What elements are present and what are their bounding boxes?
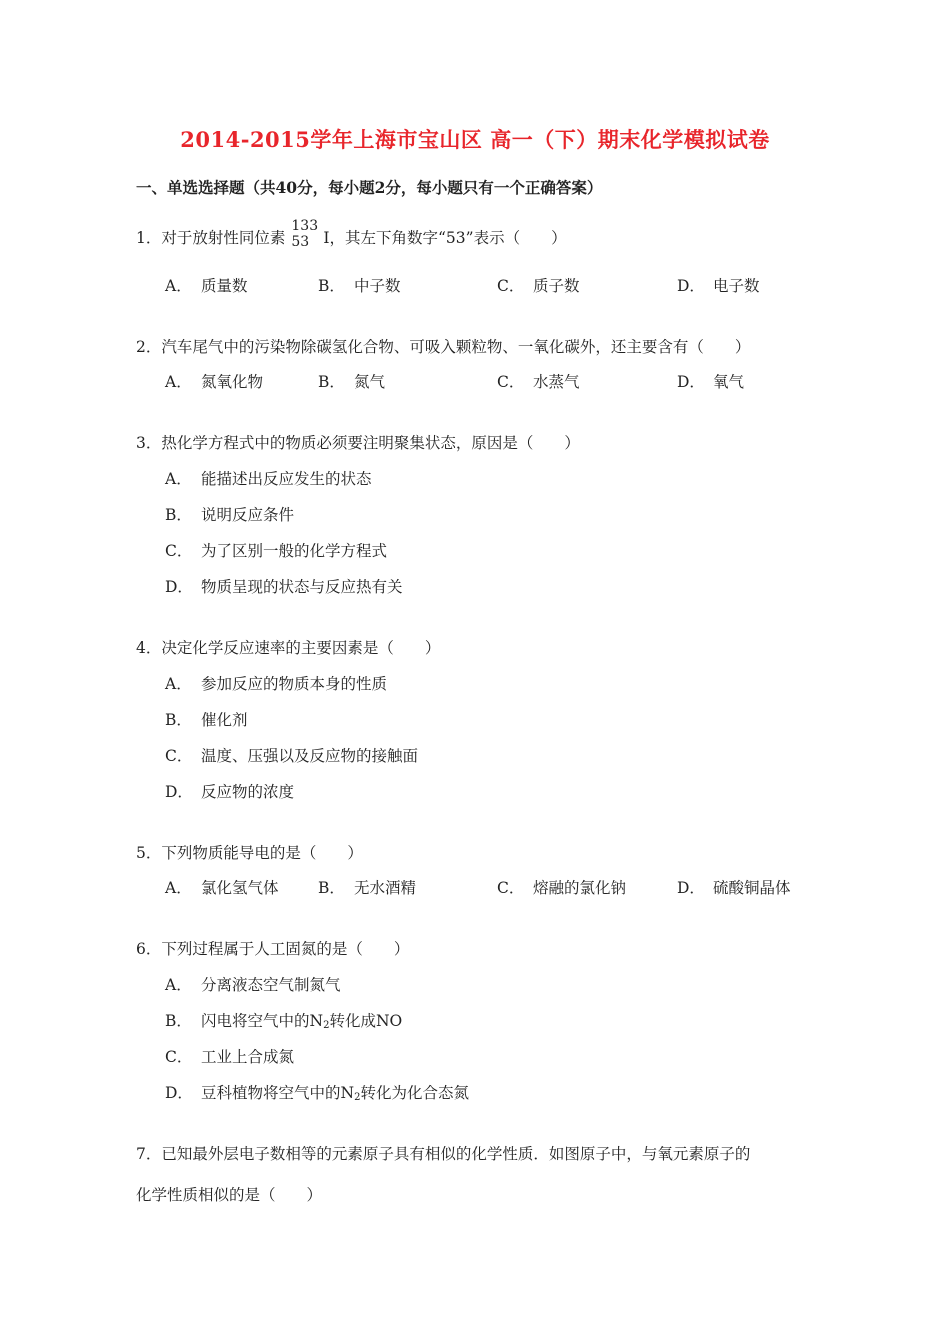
q1-option-a[interactable]: A． 质量数 xyxy=(165,277,248,295)
q1-option-c[interactable]: C． 质子数 xyxy=(497,277,580,295)
q4-option-b[interactable]: B． 催化剂 xyxy=(165,711,248,729)
question-1-prefix: 1．对于放射性同位素 xyxy=(136,229,286,247)
q6-option-d[interactable]: D． 豆科植物将空气中的$N_2$转化为化合态氮 xyxy=(165,1084,469,1103)
q6-option-b[interactable]: B． 闪电将空气中的$N_2$转化成NO xyxy=(165,1012,403,1031)
question-6: 6．下列过程属于人工固氮的是（ ） xyxy=(136,940,410,958)
q5-option-c[interactable]: C． 熔融的氯化钠 xyxy=(497,879,627,897)
exam-title: 2014-2015学年上海市宝山区 高一（下）期末化学模拟试卷 xyxy=(180,127,770,152)
q2-option-c[interactable]: C． 水蒸气 xyxy=(497,373,580,391)
q6-option-a[interactable]: A． 分离液态空气制氮气 xyxy=(165,976,341,994)
q3-option-a[interactable]: A． 能描述出反应发生的状态 xyxy=(165,470,372,488)
question-1 xyxy=(136,218,567,254)
q2-option-b[interactable]: B． 氮气 xyxy=(318,373,386,391)
isotope-notation xyxy=(291,218,321,254)
q3-option-d[interactable]: D． 物质呈现的状态与反应热有关 xyxy=(165,578,403,596)
question-7-line-2: 化学性质相似的是（ ） xyxy=(136,1186,323,1204)
q3-option-b[interactable]: B． 说明反应条件 xyxy=(165,506,295,524)
q2-option-a[interactable]: A． 氮氧化物 xyxy=(165,373,264,391)
isotope-atomic-number: 53 xyxy=(291,234,310,250)
q4-option-d[interactable]: D． 反应物的浓度 xyxy=(165,783,295,801)
question-5: 5．下列物质能导电的是（ ） xyxy=(136,844,363,862)
isotope-mass-number: 133 xyxy=(291,218,319,234)
question-2: 2．汽车尾气中的污染物除碳氢化合物、可吸入颗粒物、一氧化碳外，还主要含有（ ） xyxy=(136,338,751,356)
q5-option-d[interactable]: D． 硫酸铜晶体 xyxy=(677,879,791,897)
q2-option-d[interactable]: D． 氧气 xyxy=(677,373,745,391)
question-4: 4．决定化学反应速率的主要因素是（ ） xyxy=(136,639,441,657)
section-heading: 一、单选选择题（共40分，每小题2分，每小题只有一个正确答案） xyxy=(136,178,603,197)
q6-option-c[interactable]: C． 工业上合成氮 xyxy=(165,1048,295,1066)
question-1-suffix: I，其左下角数字“53”表示（ ） xyxy=(323,229,567,247)
q4-option-c[interactable]: C． 温度、压强以及反应物的接触面 xyxy=(165,747,419,765)
question-3: 3．热化学方程式中的物质必须要注明聚集状态，原因是（ ） xyxy=(136,434,580,452)
q1-option-b[interactable]: B． 中子数 xyxy=(318,277,401,295)
q1-option-d[interactable]: D． 电子数 xyxy=(677,277,760,295)
q4-option-a[interactable]: A． 参加反应的物质本身的性质 xyxy=(165,675,388,693)
q5-option-a[interactable]: A． 氯化氢气体 xyxy=(165,879,279,897)
q3-option-c[interactable]: C． 为了区别一般的化学方程式 xyxy=(165,542,388,560)
q5-option-b[interactable]: B． 无水酒精 xyxy=(318,879,417,897)
question-7-line-1: 7．已知最外层电子数相等的元素原子具有相似的化学性质．如图原子中，与氧元素原子的 xyxy=(136,1145,751,1163)
